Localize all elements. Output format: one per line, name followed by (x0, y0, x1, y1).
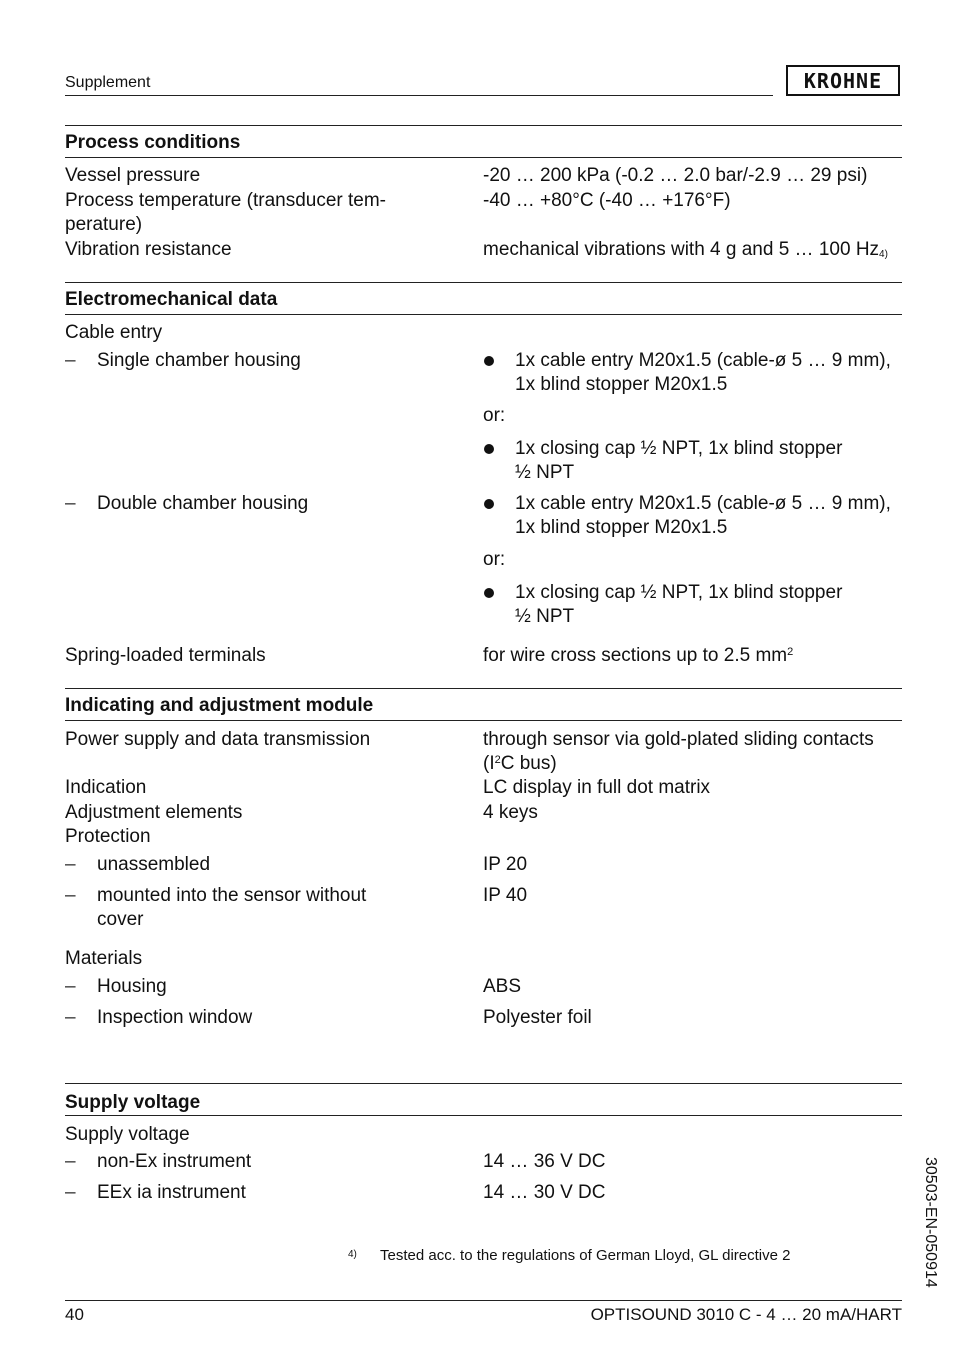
section-rule-bottom (65, 157, 902, 158)
vibration-value (483, 238, 888, 265)
housing-value: ABS (483, 976, 522, 997)
header-section-label: Supplement (65, 74, 151, 91)
section-title-supply: Supply voltage (65, 1092, 201, 1113)
section-rule-top (65, 1083, 902, 1084)
protection-label: Protection (65, 826, 151, 847)
single-option2-line2: ½ NPT (515, 462, 575, 483)
vibration-label: Vibration resistance (65, 239, 232, 260)
nonex-value: 14 … 36 V DC (483, 1151, 606, 1172)
bullet-icon (484, 588, 494, 598)
double-option1-line2: 1x blind stopper M20x1.5 (515, 517, 728, 538)
dash-marker: – (65, 976, 76, 997)
i2c-suffix: C bus) (500, 753, 557, 774)
mounted-label-1: mounted into the sensor without (97, 885, 367, 906)
double-option2-line2: ½ NPT (515, 606, 575, 627)
single-option1-line1: 1x cable entry M20x1.5 (cable-ø 5 … 9 mm), (515, 350, 891, 371)
spring-text: for wire cross sections up to 2.5 mm (483, 645, 788, 666)
section-rule-top (65, 125, 902, 126)
dash-marker: – (65, 885, 76, 906)
double-chamber-label: Double chamber housing (97, 493, 309, 514)
document-code: 30503-EN-050914 (922, 1157, 939, 1288)
section-rule-bottom (65, 720, 902, 721)
logo-text: KROHNE (803, 68, 883, 93)
footnote-ref: 4) (879, 249, 888, 260)
section-rule-top (65, 282, 902, 283)
section-title-process: Process conditions (65, 132, 241, 153)
power-supply-value-1: through sensor via gold-plated sliding contacts (483, 729, 874, 750)
mounted-value: IP 40 (483, 885, 528, 906)
header-rule (65, 95, 773, 96)
power-supply-label: Power supply and data transmission (65, 729, 371, 750)
supply-voltage-label: Supply voltage (65, 1124, 190, 1145)
process-temp-label-1: Process temperature (transducer tem- (65, 190, 387, 211)
nonex-label: non-Ex instrument (97, 1151, 252, 1172)
double-option1-line1: 1x cable entry M20x1.5 (cable-ø 5 … 9 mm), (515, 493, 891, 514)
double-or: or: (483, 549, 506, 570)
krohne-logo (786, 65, 900, 96)
window-label: Inspection window (97, 1007, 253, 1028)
spring-terminals-value (483, 644, 793, 668)
cable-entry-label: Cable entry (65, 322, 163, 343)
adjustment-value: 4 keys (483, 802, 538, 823)
section-title-indicating: Indicating and adjustment module (65, 695, 374, 716)
dash-marker: – (65, 350, 76, 371)
section-title-electromechanical: Electromechanical data (65, 289, 278, 310)
i2c-prefix: (I (483, 753, 495, 774)
single-or: or: (483, 405, 506, 426)
adjustment-label: Adjustment elements (65, 802, 243, 823)
vessel-pressure-label: Vessel pressure (65, 165, 201, 186)
footer-rule (65, 1300, 902, 1301)
eex-label: EEx ia instrument (97, 1182, 246, 1203)
dash-marker: – (65, 854, 76, 875)
spring-terminals-label: Spring-loaded terminals (65, 645, 266, 666)
double-option2-line1: 1x closing cap ½ NPT, 1x blind stopper (515, 582, 843, 603)
process-temp-value: -40 … +80°C (-40 … +176°F) (483, 190, 731, 211)
page-number: 40 (65, 1305, 84, 1324)
single-chamber-label: Single chamber housing (97, 350, 301, 371)
dash-marker: – (65, 493, 76, 514)
superscript: 2 (787, 646, 794, 658)
materials-label: Materials (65, 948, 143, 969)
housing-label: Housing (97, 976, 167, 997)
process-temp-label-2: perature) (65, 214, 143, 235)
dash-marker: – (65, 1151, 76, 1172)
bullet-icon (484, 499, 494, 509)
dash-marker: – (65, 1182, 76, 1203)
power-supply-value-2 (483, 752, 557, 776)
single-option2-line1: 1x closing cap ½ NPT, 1x blind stopper (515, 438, 843, 459)
product-name: OPTISOUND 3010 C - 4 … 20 mA/HART (590, 1305, 902, 1324)
footnote-text: Tested acc. to the regulations of German Lloyd, GL directive 2 (380, 1247, 791, 1264)
section-rule-bottom (65, 314, 902, 315)
single-option1-line2: 1x blind stopper M20x1.5 (515, 374, 728, 395)
mounted-label-2: cover (97, 909, 144, 930)
unassembled-label: unassembled (97, 854, 211, 875)
vibration-text: mechanical vibrations with 4 g and 5 … 100 Hz (483, 239, 880, 260)
section-rule-bottom (65, 1115, 902, 1116)
window-value: Polyester foil (483, 1007, 592, 1028)
section-rule-top (65, 688, 902, 689)
eex-value: 14 … 30 V DC (483, 1182, 606, 1203)
vessel-pressure-value: -20 … 200 kPa (-0.2 … 2.0 bar/-2.9 … 29 psi) (483, 165, 868, 186)
footnote-mark: 4) (348, 1249, 357, 1260)
superscript: 2 (494, 754, 501, 766)
indication-value: LC display in full dot matrix (483, 777, 711, 798)
dash-marker: – (65, 1007, 76, 1028)
bullet-icon (484, 444, 494, 454)
bullet-icon (484, 356, 494, 366)
indication-label: Indication (65, 777, 147, 798)
unassembled-value: IP 20 (483, 854, 528, 875)
